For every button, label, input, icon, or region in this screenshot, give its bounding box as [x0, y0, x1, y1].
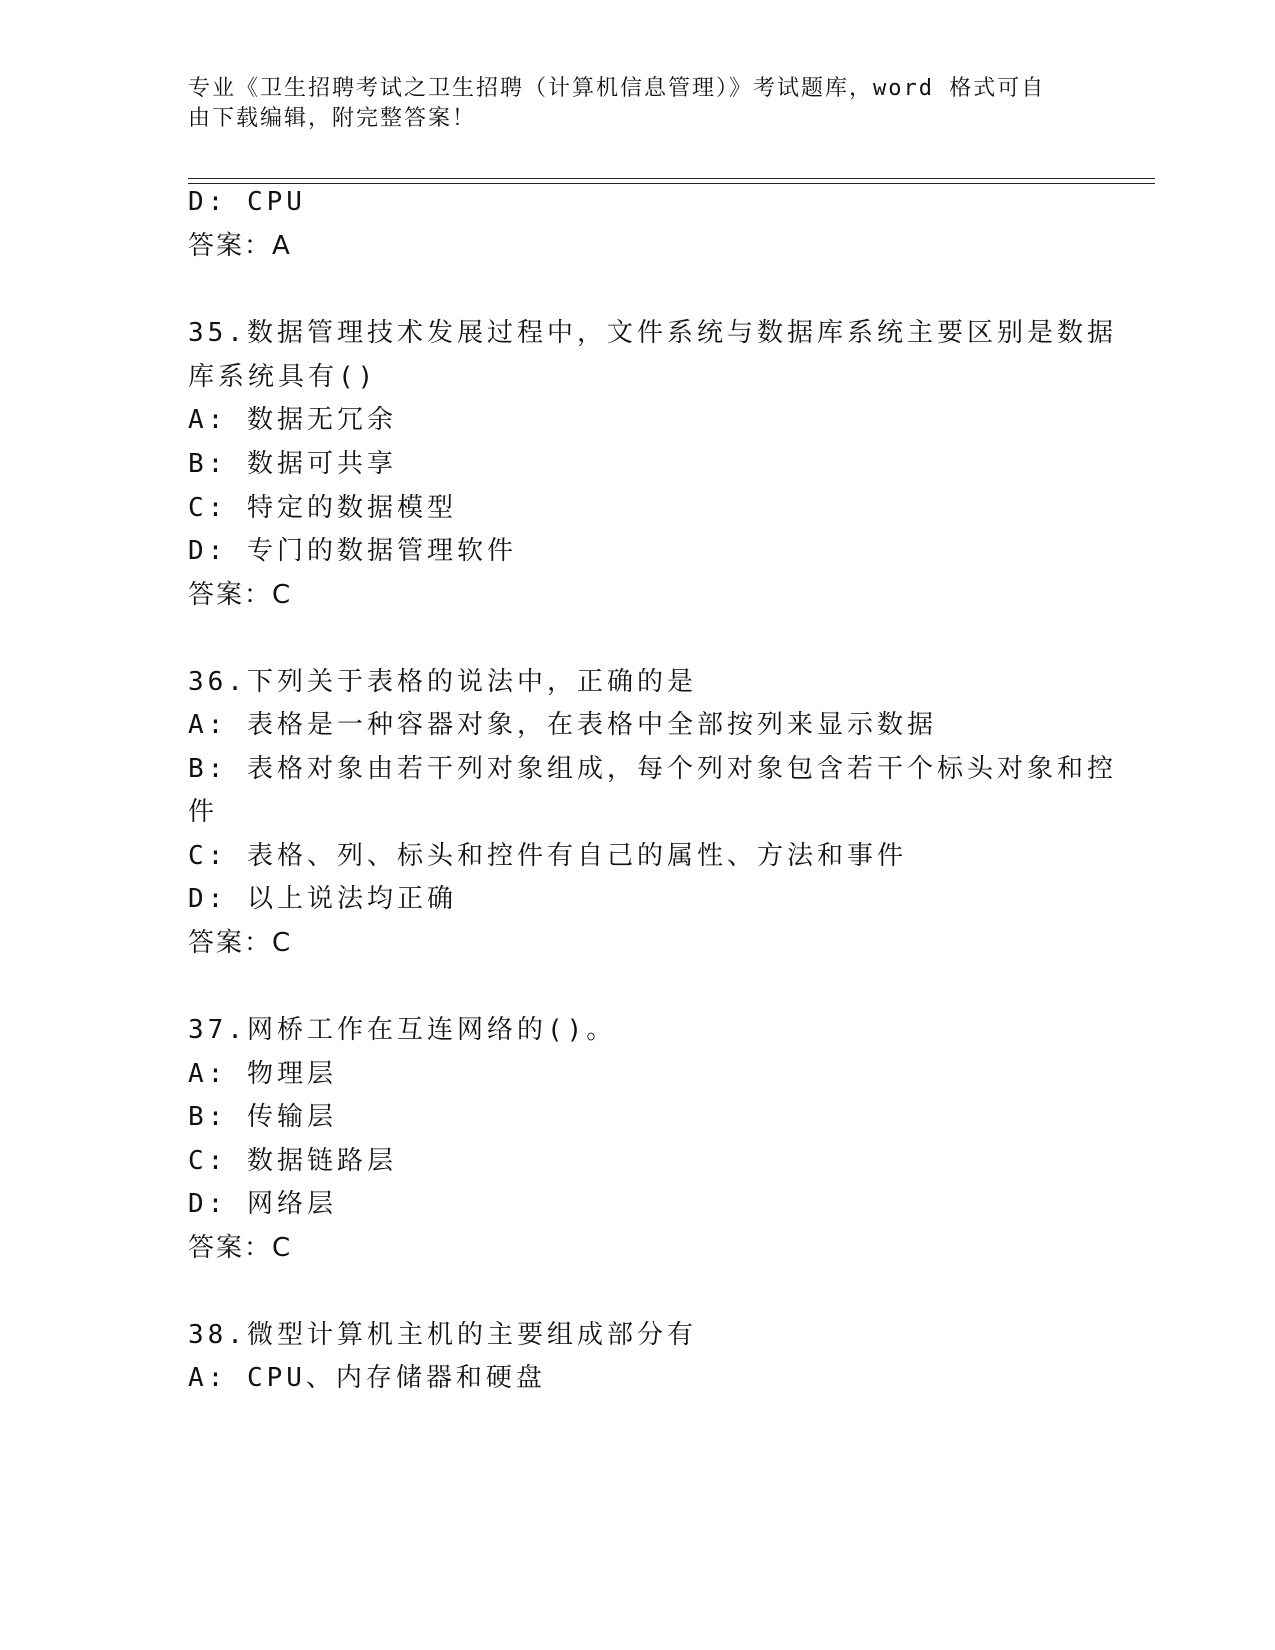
q37-option-c: C: 数据链路层: [188, 1146, 397, 1176]
q37-stem: 37.网桥工作在互连网络的()。: [188, 1015, 617, 1045]
q37-answer: 答案：C: [188, 1233, 293, 1263]
q37-option-b: B: 传输层: [188, 1102, 337, 1132]
q36-option-a: A: 表格是一种容器对象，在表格中全部按列来显示数据: [188, 710, 937, 740]
header-rule-bottom: [188, 183, 1155, 184]
q36-stem: 36.下列关于表格的说法中，正确的是: [188, 667, 697, 697]
document-header: [188, 74, 1068, 134]
q37-option-d: D: 网络层: [188, 1189, 337, 1219]
header-line-2: 由下载编辑，附完整答案！: [188, 106, 477, 131]
q37-option-a: A: 物理层: [188, 1059, 337, 1089]
header-line-1: 专业《卫生招聘考试之卫生招聘（计算机信息管理）》考试题库，word 格式可自: [188, 76, 1046, 101]
q38-stem: 38.微型计算机主机的主要组成部分有: [188, 1320, 697, 1350]
q35-option-a: A: 数据无冗余: [188, 405, 397, 435]
q34-answer: 答案：A: [188, 231, 292, 261]
q36-option-b-line-2: 件: [188, 797, 219, 827]
q36-option-c: C: 表格、列、标头和控件有自己的属性、方法和事件: [188, 841, 907, 871]
q34-option-d: D: CPU: [188, 187, 306, 217]
q35-option-d: D: 专门的数据管理软件: [188, 536, 517, 566]
q35-answer: 答案：C: [188, 580, 293, 610]
q35-stem-line-1: 35.数据管理技术发展过程中，文件系统与数据库系统主要区别是数据: [188, 318, 1117, 348]
q38-option-a: A: CPU、内存储器和硬盘: [188, 1363, 546, 1393]
q35-option-b: B: 数据可共享: [188, 449, 397, 479]
q36-option-b-line-1: B: 表格对象由若干列对象组成，每个列对象包含若干个标头对象和控: [188, 754, 1117, 784]
q36-option-d: D: 以上说法均正确: [188, 884, 457, 914]
q35-stem-line-2: 库系统具有(): [188, 362, 378, 392]
q35-option-c: C: 特定的数据模型: [188, 493, 457, 523]
header-rule-top: [188, 178, 1155, 179]
q36-answer: 答案：C: [188, 928, 293, 958]
